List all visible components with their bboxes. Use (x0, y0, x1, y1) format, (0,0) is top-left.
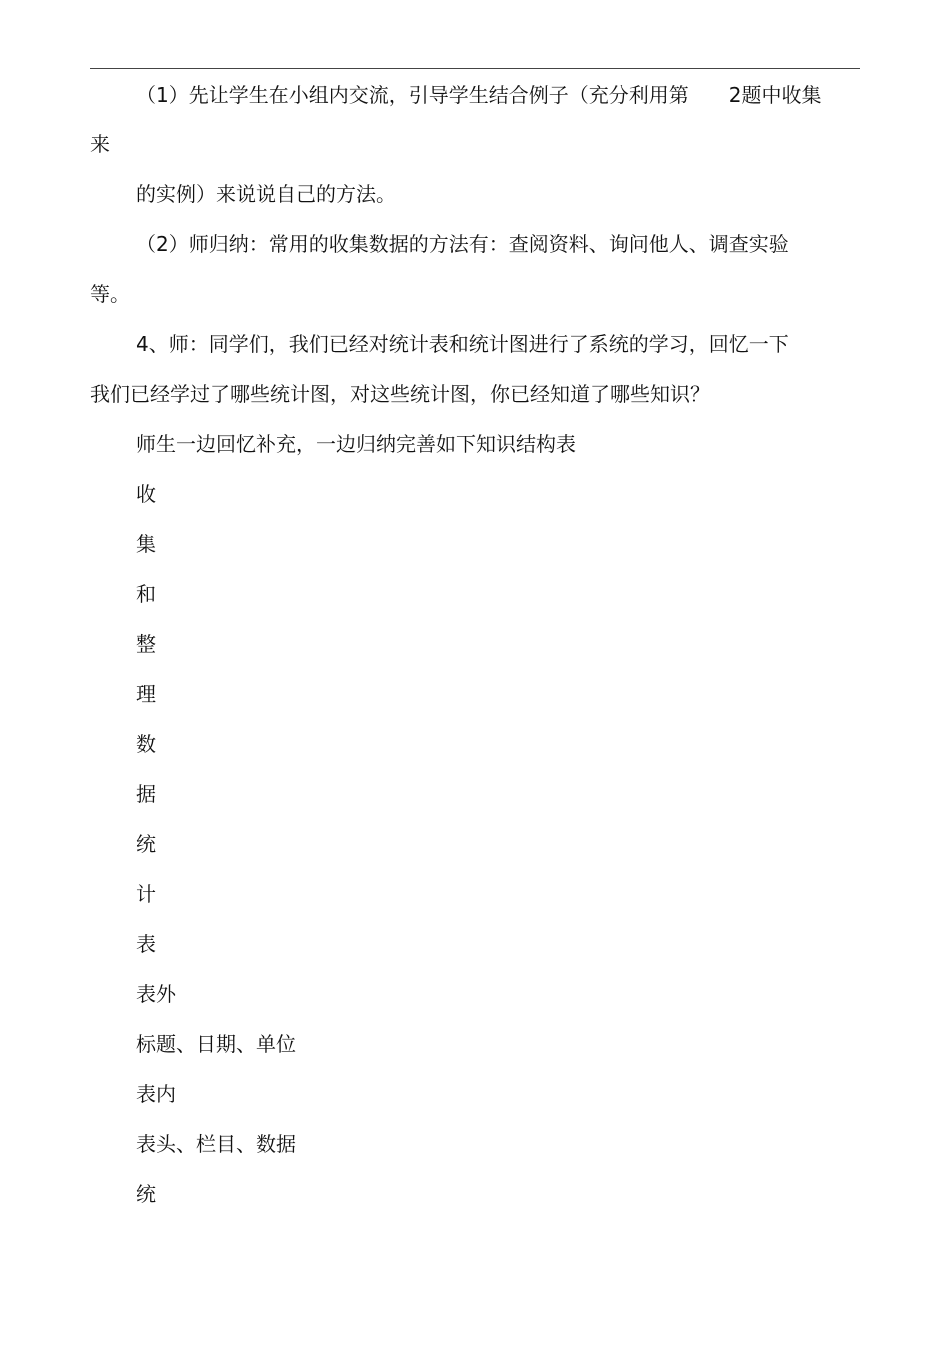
structure-item: 表内 (136, 1082, 176, 1106)
structure-item: 整 (136, 632, 156, 656)
structure-item: 据 (136, 782, 156, 806)
structure-item: 标题、日期、单位 (136, 1032, 296, 1056)
structure-item: 收 (136, 482, 156, 506)
paragraph-1-continuation: 的实例）来说说自己的方法。 (136, 182, 396, 206)
paragraph-1-wrap: 来 (90, 132, 110, 156)
paragraph-3-wrap: 我们已经学过了哪些统计图，对这些统计图，你已经知道了哪些知识？ (90, 382, 710, 406)
paragraph-1-line-1 (136, 82, 821, 108)
header-divider (90, 68, 860, 69)
paragraph-4: 师生一边回忆补充，一边归纳完善如下知识结构表 (136, 432, 576, 456)
paragraph-2-wrap: 等。 (90, 282, 130, 306)
paragraph-3-line-1: 4、师：同学们，我们已经对统计表和统计图进行了系统的学习，回忆一下 (136, 332, 789, 356)
paragraph-1-text-b: 2题中收集 (728, 83, 822, 107)
structure-item: 和 (136, 582, 156, 606)
paragraph-2-line-1: （2）师归纳：常用的收集数据的方法有：查阅资料、询问他人、调查实验 (136, 232, 789, 256)
structure-item: 统 (136, 1182, 156, 1206)
structure-item: 表外 (136, 982, 176, 1006)
paragraph-1-text-a: （1）先让学生在小组内交流，引导学生结合例子（充分利用第 (136, 83, 689, 107)
structure-item: 统 (136, 832, 156, 856)
structure-item: 表头、栏目、数据 (136, 1132, 296, 1156)
structure-item: 理 (136, 682, 156, 706)
structure-item: 集 (136, 532, 156, 556)
structure-item: 计 (136, 882, 156, 906)
structure-item: 表 (136, 932, 156, 956)
structure-item: 数 (136, 732, 156, 756)
